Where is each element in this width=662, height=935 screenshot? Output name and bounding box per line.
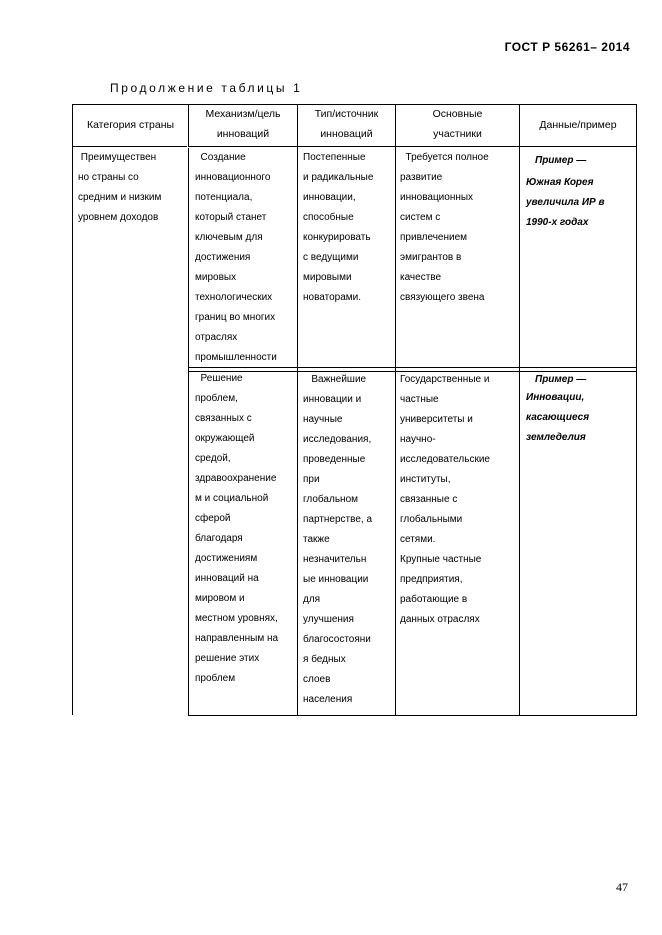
col-header-participants: Основные участники	[432, 108, 483, 140]
row2-type: Важнейшие инновации и научные исследования, проведенные при глобальном партнерстве, а также незначительн ые инновации для улучшения благосостояни я бедных слоев населения	[303, 374, 373, 705]
page-number: 47	[616, 880, 628, 894]
row2-example-label: Пример —	[535, 374, 587, 385]
table-continuation-label: Продолжение таблицы 1	[110, 81, 303, 95]
row2-example-text: Инновации, касающиеся земледелия	[526, 392, 590, 443]
row1-type: Постепенные и радикальные инновации, способные конкурировать с ведущими мировыми новаторами.	[303, 152, 374, 303]
col-divider-3	[395, 104, 396, 716]
table-border-right	[636, 104, 637, 716]
col-divider-1-body	[188, 148, 189, 716]
table-border-left	[72, 104, 73, 715]
col-divider-2	[297, 104, 298, 716]
table-border-bottom	[189, 715, 637, 716]
row1-participants: Требуется полное развитие инновационных систем с привлечением эмигрантов в качестве связующего звена	[400, 152, 489, 303]
row2-participants: Государственные и частные университеты и научно- исследовательские институты, связанные с глобальными сетями. Крупные частные предприятия, работающие в данных отраслях	[400, 374, 490, 625]
standard-code: ГОСТ Р 56261– 2014	[504, 40, 630, 54]
col-divider-4	[519, 104, 520, 716]
header-divider-left	[72, 146, 187, 147]
row1-mechanism: Создание инновационного потенциала, который станет ключевым для достижения мировых технологических границ во многих отраслях промышленности	[195, 152, 277, 363]
col-header-category: Категория страны	[86, 119, 175, 131]
row1-example-label: Пример —	[535, 155, 587, 166]
category-cell: Преимуществен но страны со средним и низким уровнем доходов	[78, 152, 162, 223]
col-header-mechanism: Механизм/цель инноваций	[205, 108, 281, 140]
col-header-type: Тип/источник инноваций	[314, 108, 379, 140]
row1-example-text: Южная Корея увеличила ИР в 1990-х годах	[526, 177, 605, 228]
header-divider-right	[189, 146, 637, 147]
col-header-example: Данные/пример	[539, 119, 617, 131]
row2-mechanism: Решение проблем, связанных с окружающей средой, здравоохранение м и социальной сферой благодаря достижениям инноваций на мировом и местном уровнях, направленным на решение этих проблем	[195, 373, 279, 684]
